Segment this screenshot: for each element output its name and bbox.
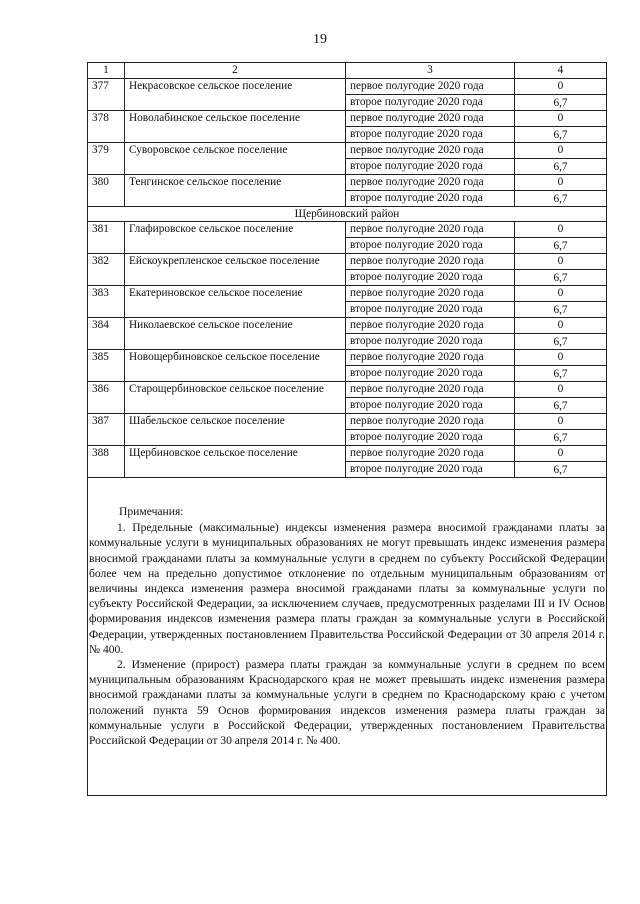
table-row <box>88 286 607 302</box>
table-row <box>88 222 607 238</box>
index-value-second: 6,7 <box>515 302 607 318</box>
header-cell: 2 <box>125 63 346 79</box>
table-row <box>88 382 607 398</box>
table-row <box>88 254 607 270</box>
period-second: второе полугодие 2020 года <box>346 398 515 414</box>
period-first: первое полугодие 2020 года <box>346 318 515 334</box>
period-second: второе полугодие 2020 года <box>346 270 515 286</box>
index-value-first: 0 <box>515 286 607 302</box>
settlement-name: Суворовское сельское поселение <box>125 143 346 175</box>
index-value-first: 0 <box>515 318 607 334</box>
row-number: 384 <box>88 318 125 350</box>
index-value-first: 0 <box>515 175 607 191</box>
settlement-name: Шабельское сельское поселение <box>125 414 346 446</box>
index-value-first: 0 <box>515 446 607 462</box>
row-number: 379 <box>88 143 125 175</box>
index-value-first: 0 <box>515 222 607 238</box>
period-second: второе полугодие 2020 года <box>346 366 515 382</box>
table-header-row <box>88 63 607 79</box>
period-second: второе полугодие 2020 года <box>346 302 515 318</box>
index-value-second: 6,7 <box>515 462 607 478</box>
table-row <box>88 414 607 430</box>
settlement-name: Старощербиновское сельское поселение <box>125 382 346 414</box>
indices-table <box>87 62 607 478</box>
period-first: первое полугодие 2020 года <box>346 446 515 462</box>
row-number: 385 <box>88 350 125 382</box>
settlement-name: Николаевское сельское поселение <box>125 318 346 350</box>
period-first: первое полугодие 2020 года <box>346 254 515 270</box>
row-number: 387 <box>88 414 125 446</box>
period-second: второе полугодие 2020 года <box>346 95 515 111</box>
index-value-second: 6,7 <box>515 95 607 111</box>
period-second: второе полугодие 2020 года <box>346 238 515 254</box>
index-value-second: 6,7 <box>515 430 607 446</box>
period-first: первое полугодие 2020 года <box>346 414 515 430</box>
period-second: второе полугодие 2020 года <box>346 430 515 446</box>
index-value-first: 0 <box>515 79 607 95</box>
period-first: первое полугодие 2020 года <box>346 382 515 398</box>
period-first: первое полугодие 2020 года <box>346 175 515 191</box>
table-row <box>88 79 607 95</box>
row-number: 377 <box>88 79 125 111</box>
notes-section <box>89 500 605 748</box>
period-second: второе полугодие 2020 года <box>346 127 515 143</box>
row-number: 378 <box>88 111 125 143</box>
settlement-name: Новолабинское сельское поселение <box>125 111 346 143</box>
index-value-second: 6,7 <box>515 159 607 175</box>
period-first: первое полугодие 2020 года <box>346 222 515 238</box>
settlement-name: Глафировское сельское поселение <box>125 222 346 254</box>
header-cell: 1 <box>88 63 125 79</box>
period-first: первое полугодие 2020 года <box>346 79 515 95</box>
page-number: 19 <box>313 32 327 47</box>
index-value-first: 0 <box>515 254 607 270</box>
period-second: второе полугодие 2020 года <box>346 334 515 350</box>
index-value-second: 6,7 <box>515 127 607 143</box>
notes-title: Примечания: <box>119 505 184 518</box>
table-row <box>88 111 607 127</box>
settlement-name: Ейскоукрепленское сельское поселение <box>125 254 346 286</box>
note-paragraph: 1. Предельные (максимальные) индексы изменения размера вносимой гражданами платы за коммунальные услуги в муниципальных образованиях не могут превышать индекс изменения размера вносимой гражданами платы за коммунальные услуги в среднем по субъекту Российской Федерации более чем на предельно допустимое отклонение по отдельным муниципальным образованиям от величины индекса изменения размера вносимой гражданами платы за коммунальные услуги по субъекту Российской Федерации, за исключением случаев, предусмотренных разделами III и IV Основ формирования индексов изменения размера платы граждан за коммунальные услуги в Российской Федерации, утвержденных постановлением Правительства Российской Федерации от 30 апреля 2014 г. № 400. <box>89 521 605 656</box>
index-value-second: 6,7 <box>515 334 607 350</box>
row-number: 388 <box>88 446 125 478</box>
table-row <box>88 350 607 366</box>
header-cell: 4 <box>515 63 607 79</box>
region-name: Щербиновский район <box>88 207 607 222</box>
note-paragraph: 2. Изменение (прирост) размера платы граждан за коммунальные услуги в среднем по всем муниципальным образованиям Краснодарского края не может превышать индекс изменения размера вносимой гражданами платы за коммунальные услуги в среднем по Краснодарскому краю с учетом положений пункта 59 Основ формирования индексов изменения размера платы граждан за коммунальные услуги в Российской Федерации, утвержденных постановлением Правительства Российской Федерации от 30 апреля 2014 г. № 400. <box>89 658 605 748</box>
region-row <box>88 207 607 222</box>
period-second: второе полугодие 2020 года <box>346 462 515 478</box>
period-first: первое полугодие 2020 года <box>346 143 515 159</box>
period-first: первое полугодие 2020 года <box>346 350 515 366</box>
header-cell: 3 <box>346 63 515 79</box>
period-second: второе полугодие 2020 года <box>346 191 515 207</box>
table-row <box>88 446 607 462</box>
row-number: 382 <box>88 254 125 286</box>
table-row <box>88 318 607 334</box>
row-number: 380 <box>88 175 125 207</box>
index-value-second: 6,7 <box>515 398 607 414</box>
settlement-name: Екатериновское сельское поселение <box>125 286 346 318</box>
index-value-second: 6,7 <box>515 270 607 286</box>
settlement-name: Некрасовское сельское поселение <box>125 79 346 111</box>
period-first: первое полугодие 2020 года <box>346 111 515 127</box>
period-second: второе полугодие 2020 года <box>346 159 515 175</box>
index-value-first: 0 <box>515 143 607 159</box>
settlement-name: Новощербиновское сельское поселение <box>125 350 346 382</box>
table-row <box>88 175 607 191</box>
index-value-first: 0 <box>515 350 607 366</box>
index-value-first: 0 <box>515 414 607 430</box>
index-value-first: 0 <box>515 382 607 398</box>
row-number: 383 <box>88 286 125 318</box>
period-first: первое полугодие 2020 года <box>346 286 515 302</box>
index-value-second: 6,7 <box>515 238 607 254</box>
index-value-first: 0 <box>515 111 607 127</box>
settlement-name: Тенгинское сельское поселение <box>125 175 346 207</box>
index-value-second: 6,7 <box>515 366 607 382</box>
row-number: 386 <box>88 382 125 414</box>
table-row <box>88 143 607 159</box>
index-value-second: 6,7 <box>515 191 607 207</box>
settlement-name: Щербиновское сельское поселение <box>125 446 346 478</box>
row-number: 381 <box>88 222 125 254</box>
